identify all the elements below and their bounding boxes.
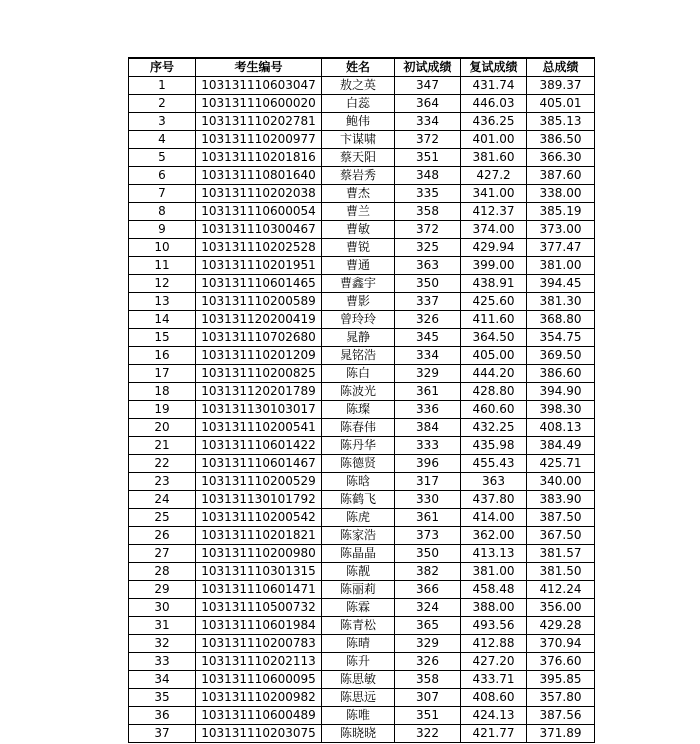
candidate-id-cell: 103131110702680 (196, 329, 322, 347)
retest-score-cell: 413.13 (461, 545, 527, 563)
initial-score-cell: 324 (395, 599, 461, 617)
serial-number-cell: 17 (129, 365, 196, 383)
retest-score-cell: 429.94 (461, 239, 527, 257)
retest-score-cell: 364.50 (461, 329, 527, 347)
name-cell: 曹兰 (322, 203, 395, 221)
candidate-id-cell: 103131110300467 (196, 221, 322, 239)
table-row (129, 419, 595, 437)
initial-score-cell: 382 (395, 563, 461, 581)
candidate-id-cell: 103131110202113 (196, 653, 322, 671)
total-score-cell: 408.13 (527, 419, 595, 437)
retest-score-cell: 458.48 (461, 581, 527, 599)
table-row (129, 275, 595, 293)
serial-number-cell: 10 (129, 239, 196, 257)
total-score-cell: 357.80 (527, 689, 595, 707)
retest-score-cell: 405.00 (461, 347, 527, 365)
serial-number-cell: 15 (129, 329, 196, 347)
header-retest-score: 复试成绩 (461, 58, 527, 77)
name-cell: 陈鹤飞 (322, 491, 395, 509)
total-score-cell: 338.00 (527, 185, 595, 203)
header-candidate-id: 考生编号 (196, 58, 322, 77)
serial-number-cell: 28 (129, 563, 196, 581)
total-score-cell: 381.50 (527, 563, 595, 581)
table-row (129, 473, 595, 491)
candidate-id-cell: 103131110500732 (196, 599, 322, 617)
table-row (129, 491, 595, 509)
name-cell: 陈晗 (322, 473, 395, 491)
total-score-cell: 354.75 (527, 329, 595, 347)
serial-number-cell: 8 (129, 203, 196, 221)
retest-score-cell: 446.03 (461, 95, 527, 113)
serial-number-cell: 2 (129, 95, 196, 113)
retest-score-cell: 421.77 (461, 725, 527, 743)
initial-score-cell: 317 (395, 473, 461, 491)
retest-score-cell: 427.20 (461, 653, 527, 671)
retest-score-cell: 412.37 (461, 203, 527, 221)
retest-score-cell: 431.74 (461, 77, 527, 95)
initial-score-cell: 358 (395, 671, 461, 689)
serial-number-cell: 20 (129, 419, 196, 437)
initial-score-cell: 365 (395, 617, 461, 635)
name-cell: 白蕊 (322, 95, 395, 113)
candidate-id-cell: 103131110202038 (196, 185, 322, 203)
name-cell: 曹敏 (322, 221, 395, 239)
name-cell: 曹杰 (322, 185, 395, 203)
candidate-id-cell: 103131110601467 (196, 455, 322, 473)
serial-number-cell: 18 (129, 383, 196, 401)
table-header (129, 58, 595, 77)
header-row (129, 58, 595, 77)
retest-score-cell: 437.80 (461, 491, 527, 509)
name-cell: 曹通 (322, 257, 395, 275)
retest-score-cell: 414.00 (461, 509, 527, 527)
name-cell: 陈德贤 (322, 455, 395, 473)
serial-number-cell: 9 (129, 221, 196, 239)
name-cell: 陈唯 (322, 707, 395, 725)
table-row (129, 257, 595, 275)
retest-score-cell: 411.60 (461, 311, 527, 329)
total-score-cell: 387.60 (527, 167, 595, 185)
table-body (129, 77, 595, 743)
table-row (129, 437, 595, 455)
table-row (129, 617, 595, 635)
serial-number-cell: 4 (129, 131, 196, 149)
retest-score-cell: 493.56 (461, 617, 527, 635)
serial-number-cell: 30 (129, 599, 196, 617)
initial-score-cell: 345 (395, 329, 461, 347)
serial-number-cell: 19 (129, 401, 196, 419)
header-total-score: 总成绩 (527, 58, 595, 77)
retest-score-cell: 363 (461, 473, 527, 491)
total-score-cell: 366.30 (527, 149, 595, 167)
name-cell: 曹锐 (322, 239, 395, 257)
initial-score-cell: 361 (395, 383, 461, 401)
serial-number-cell: 25 (129, 509, 196, 527)
table-row (129, 77, 595, 95)
name-cell: 陈晓晓 (322, 725, 395, 743)
total-score-cell: 384.49 (527, 437, 595, 455)
total-score-cell: 412.24 (527, 581, 595, 599)
candidate-id-cell: 103131110201816 (196, 149, 322, 167)
total-score-cell: 367.50 (527, 527, 595, 545)
name-cell: 曹鑫宇 (322, 275, 395, 293)
name-cell: 曾玲玲 (322, 311, 395, 329)
total-score-cell: 395.85 (527, 671, 595, 689)
serial-number-cell: 22 (129, 455, 196, 473)
candidate-id-cell: 103131110200825 (196, 365, 322, 383)
retest-score-cell: 428.80 (461, 383, 527, 401)
name-cell: 陈虎 (322, 509, 395, 527)
table-row (129, 239, 595, 257)
name-cell: 陈晴 (322, 635, 395, 653)
candidate-id-cell: 103131110601422 (196, 437, 322, 455)
candidate-id-cell: 103131110201951 (196, 257, 322, 275)
total-score-cell: 340.00 (527, 473, 595, 491)
serial-number-cell: 36 (129, 707, 196, 725)
retest-score-cell: 433.71 (461, 671, 527, 689)
serial-number-cell: 12 (129, 275, 196, 293)
retest-score-cell: 408.60 (461, 689, 527, 707)
table-row (129, 689, 595, 707)
candidate-id-cell: 103131110202528 (196, 239, 322, 257)
serial-number-cell: 5 (129, 149, 196, 167)
candidate-id-cell: 103131110200783 (196, 635, 322, 653)
name-cell: 陈波光 (322, 383, 395, 401)
total-score-cell: 381.57 (527, 545, 595, 563)
total-score-cell: 376.60 (527, 653, 595, 671)
serial-number-cell: 24 (129, 491, 196, 509)
candidate-id-cell: 103131110301315 (196, 563, 322, 581)
retest-score-cell: 432.25 (461, 419, 527, 437)
retest-score-cell: 438.91 (461, 275, 527, 293)
total-score-cell: 429.28 (527, 617, 595, 635)
total-score-cell: 389.37 (527, 77, 595, 95)
candidate-id-cell: 103131110601465 (196, 275, 322, 293)
name-cell: 陈丽莉 (322, 581, 395, 599)
serial-number-cell: 16 (129, 347, 196, 365)
retest-score-cell: 374.00 (461, 221, 527, 239)
table-row (129, 509, 595, 527)
initial-score-cell: 326 (395, 653, 461, 671)
initial-score-cell: 322 (395, 725, 461, 743)
retest-score-cell: 455.43 (461, 455, 527, 473)
header-serial-number: 序号 (129, 58, 196, 77)
retest-score-cell: 362.00 (461, 527, 527, 545)
total-score-cell: 386.60 (527, 365, 595, 383)
candidate-id-cell: 103131110600054 (196, 203, 322, 221)
total-score-cell: 381.00 (527, 257, 595, 275)
table-row (129, 365, 595, 383)
initial-score-cell: 337 (395, 293, 461, 311)
initial-score-cell: 350 (395, 545, 461, 563)
serial-number-cell: 21 (129, 437, 196, 455)
initial-score-cell: 358 (395, 203, 461, 221)
name-cell: 敖之英 (322, 77, 395, 95)
table-row (129, 635, 595, 653)
total-score-cell: 394.45 (527, 275, 595, 293)
table-row (129, 221, 595, 239)
name-cell: 陈思远 (322, 689, 395, 707)
total-score-cell: 394.90 (527, 383, 595, 401)
name-cell: 陈青松 (322, 617, 395, 635)
total-score-cell: 369.50 (527, 347, 595, 365)
initial-score-cell: 384 (395, 419, 461, 437)
total-score-cell: 370.94 (527, 635, 595, 653)
serial-number-cell: 32 (129, 635, 196, 653)
candidate-id-cell: 103131110200542 (196, 509, 322, 527)
table-row (129, 653, 595, 671)
score-table (128, 57, 595, 743)
candidate-id-cell: 103131110600489 (196, 707, 322, 725)
table-row (129, 725, 595, 743)
retest-score-cell: 427.2 (461, 167, 527, 185)
serial-number-cell: 34 (129, 671, 196, 689)
total-score-cell: 368.80 (527, 311, 595, 329)
retest-score-cell: 401.00 (461, 131, 527, 149)
initial-score-cell: 350 (395, 275, 461, 293)
initial-score-cell: 363 (395, 257, 461, 275)
initial-score-cell: 329 (395, 635, 461, 653)
initial-score-cell: 326 (395, 311, 461, 329)
table-row (129, 527, 595, 545)
total-score-cell: 405.01 (527, 95, 595, 113)
serial-number-cell: 31 (129, 617, 196, 635)
serial-number-cell: 37 (129, 725, 196, 743)
initial-score-cell: 348 (395, 167, 461, 185)
table-row (129, 293, 595, 311)
name-cell: 卞谋啸 (322, 131, 395, 149)
table-row (129, 203, 595, 221)
name-cell: 晁铭浩 (322, 347, 395, 365)
name-cell: 陈璨 (322, 401, 395, 419)
table-row (129, 563, 595, 581)
candidate-id-cell: 103131110601984 (196, 617, 322, 635)
initial-score-cell: 307 (395, 689, 461, 707)
initial-score-cell: 347 (395, 77, 461, 95)
candidate-id-cell: 103131110202781 (196, 113, 322, 131)
initial-score-cell: 372 (395, 131, 461, 149)
candidate-id-cell: 103131110200982 (196, 689, 322, 707)
header-initial-score: 初试成绩 (395, 58, 461, 77)
table-row (129, 311, 595, 329)
initial-score-cell: 364 (395, 95, 461, 113)
initial-score-cell: 366 (395, 581, 461, 599)
name-cell: 陈思敏 (322, 671, 395, 689)
candidate-id-cell: 103131110203075 (196, 725, 322, 743)
table-row (129, 581, 595, 599)
name-cell: 陈晶晶 (322, 545, 395, 563)
candidate-id-cell: 103131110601471 (196, 581, 322, 599)
table-row (129, 185, 595, 203)
initial-score-cell: 351 (395, 707, 461, 725)
retest-score-cell: 388.00 (461, 599, 527, 617)
serial-number-cell: 26 (129, 527, 196, 545)
total-score-cell: 386.50 (527, 131, 595, 149)
total-score-cell: 425.71 (527, 455, 595, 473)
table-row (129, 113, 595, 131)
retest-score-cell: 412.88 (461, 635, 527, 653)
candidate-id-cell: 103131110201209 (196, 347, 322, 365)
serial-number-cell: 29 (129, 581, 196, 599)
name-cell: 陈丹华 (322, 437, 395, 455)
candidate-id-cell: 103131120200419 (196, 311, 322, 329)
candidate-id-cell: 103131110200541 (196, 419, 322, 437)
initial-score-cell: 333 (395, 437, 461, 455)
initial-score-cell: 335 (395, 185, 461, 203)
serial-number-cell: 11 (129, 257, 196, 275)
table-row (129, 671, 595, 689)
candidate-id-cell: 103131110201821 (196, 527, 322, 545)
header-name: 姓名 (322, 58, 395, 77)
table-row (129, 383, 595, 401)
retest-score-cell: 381.00 (461, 563, 527, 581)
total-score-cell: 356.00 (527, 599, 595, 617)
table-row (129, 545, 595, 563)
serial-number-cell: 1 (129, 77, 196, 95)
name-cell: 陈靓 (322, 563, 395, 581)
initial-score-cell: 372 (395, 221, 461, 239)
serial-number-cell: 7 (129, 185, 196, 203)
table-row (129, 401, 595, 419)
total-score-cell: 387.50 (527, 509, 595, 527)
serial-number-cell: 14 (129, 311, 196, 329)
retest-score-cell: 381.60 (461, 149, 527, 167)
total-score-cell: 383.90 (527, 491, 595, 509)
name-cell: 曹影 (322, 293, 395, 311)
serial-number-cell: 6 (129, 167, 196, 185)
table-row (129, 149, 595, 167)
total-score-cell: 385.13 (527, 113, 595, 131)
initial-score-cell: 336 (395, 401, 461, 419)
retest-score-cell: 341.00 (461, 185, 527, 203)
retest-score-cell: 424.13 (461, 707, 527, 725)
retest-score-cell: 444.20 (461, 365, 527, 383)
serial-number-cell: 27 (129, 545, 196, 563)
total-score-cell: 398.30 (527, 401, 595, 419)
retest-score-cell: 425.60 (461, 293, 527, 311)
name-cell: 陈白 (322, 365, 395, 383)
name-cell: 陈家浩 (322, 527, 395, 545)
initial-score-cell: 334 (395, 347, 461, 365)
table-row (129, 599, 595, 617)
initial-score-cell: 373 (395, 527, 461, 545)
total-score-cell: 385.19 (527, 203, 595, 221)
table-row (129, 707, 595, 725)
candidate-id-cell: 103131120201789 (196, 383, 322, 401)
name-cell: 陈升 (322, 653, 395, 671)
retest-score-cell: 460.60 (461, 401, 527, 419)
initial-score-cell: 361 (395, 509, 461, 527)
total-score-cell: 381.30 (527, 293, 595, 311)
table-row (129, 455, 595, 473)
candidate-id-cell: 103131130101792 (196, 491, 322, 509)
retest-score-cell: 435.98 (461, 437, 527, 455)
name-cell: 蔡天阳 (322, 149, 395, 167)
candidate-id-cell: 103131110200529 (196, 473, 322, 491)
total-score-cell: 373.00 (527, 221, 595, 239)
candidate-id-cell: 103131110801640 (196, 167, 322, 185)
total-score-cell: 371.89 (527, 725, 595, 743)
table-row (129, 347, 595, 365)
initial-score-cell: 351 (395, 149, 461, 167)
name-cell: 陈霖 (322, 599, 395, 617)
table-row (129, 167, 595, 185)
initial-score-cell: 330 (395, 491, 461, 509)
candidate-id-cell: 103131110200589 (196, 293, 322, 311)
name-cell: 蔡岩秀 (322, 167, 395, 185)
candidate-id-cell: 103131110603047 (196, 77, 322, 95)
serial-number-cell: 23 (129, 473, 196, 491)
retest-score-cell: 399.00 (461, 257, 527, 275)
table-row (129, 95, 595, 113)
table-row (129, 329, 595, 347)
candidate-id-cell: 103131110600095 (196, 671, 322, 689)
name-cell: 晁静 (322, 329, 395, 347)
serial-number-cell: 35 (129, 689, 196, 707)
candidate-id-cell: 103131110200980 (196, 545, 322, 563)
serial-number-cell: 33 (129, 653, 196, 671)
total-score-cell: 377.47 (527, 239, 595, 257)
name-cell: 陈春伟 (322, 419, 395, 437)
initial-score-cell: 329 (395, 365, 461, 383)
serial-number-cell: 13 (129, 293, 196, 311)
candidate-id-cell: 103131110600020 (196, 95, 322, 113)
name-cell: 鲍伟 (322, 113, 395, 131)
serial-number-cell: 3 (129, 113, 196, 131)
initial-score-cell: 334 (395, 113, 461, 131)
table-row (129, 131, 595, 149)
initial-score-cell: 325 (395, 239, 461, 257)
candidate-id-cell: 103131130103017 (196, 401, 322, 419)
total-score-cell: 387.56 (527, 707, 595, 725)
candidate-id-cell: 103131110200977 (196, 131, 322, 149)
retest-score-cell: 436.25 (461, 113, 527, 131)
initial-score-cell: 396 (395, 455, 461, 473)
